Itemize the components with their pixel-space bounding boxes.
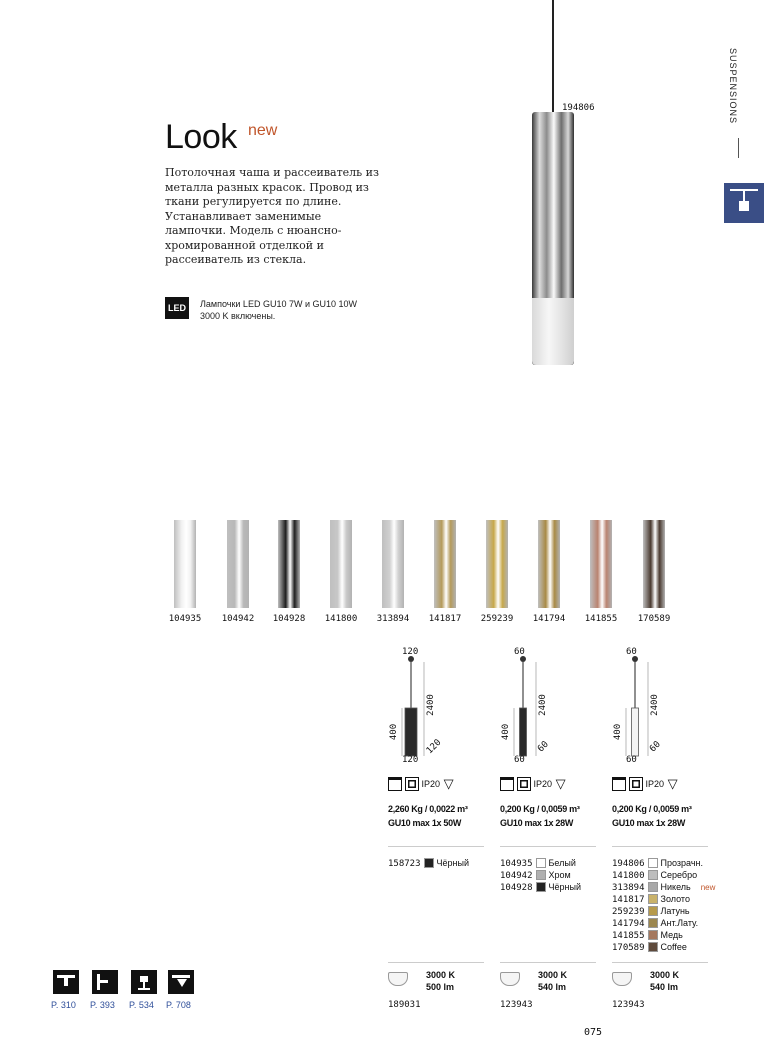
divider bbox=[500, 962, 596, 963]
color-temperature: 3000 K bbox=[426, 970, 456, 980]
dim-depth: 60 bbox=[648, 739, 663, 755]
variant-row[interactable] bbox=[388, 857, 469, 869]
variant-name: Серебро bbox=[660, 870, 698, 880]
variant-name: Прозрачн. bbox=[660, 858, 703, 868]
variant-row[interactable] bbox=[612, 857, 703, 869]
finish-swatch[interactable] bbox=[382, 520, 404, 608]
divider bbox=[612, 962, 708, 963]
color-temperature: 3000 K bbox=[650, 970, 680, 980]
finish-swatch[interactable] bbox=[227, 520, 249, 608]
variant-name: Чёрный bbox=[548, 882, 581, 892]
ip-rating: IP20 bbox=[533, 779, 553, 789]
dim-depth: 120 bbox=[424, 737, 444, 757]
spec-icons bbox=[500, 776, 566, 792]
glass-diffuser bbox=[532, 298, 574, 365]
finish-code: 104942 bbox=[221, 614, 255, 624]
divider bbox=[738, 138, 739, 158]
variant-swatch bbox=[648, 870, 658, 880]
ip-rating: IP20 bbox=[645, 779, 665, 789]
variant-name: Золото bbox=[660, 894, 690, 904]
variant-name: Белый bbox=[548, 858, 576, 868]
ceiling-icon[interactable] bbox=[53, 970, 79, 994]
dim-bottom: 60 bbox=[626, 755, 637, 765]
finish-code: 104928 bbox=[272, 614, 306, 624]
finish-swatch[interactable] bbox=[590, 520, 612, 608]
dim-bottom: 120 bbox=[402, 755, 419, 765]
product-title: Look bbox=[165, 118, 237, 156]
variant-row[interactable] bbox=[612, 941, 687, 953]
page-number: 075 bbox=[584, 1027, 603, 1038]
finish-code: 259239 bbox=[480, 614, 514, 624]
weight-volume: 2,260 Kg / 0,0022 m³ bbox=[388, 804, 468, 814]
dim-top: 60 bbox=[514, 647, 525, 657]
finish-swatch[interactable] bbox=[434, 520, 456, 608]
table-icon[interactable] bbox=[131, 970, 157, 994]
weight-volume: 0,200 Kg / 0,0059 m³ bbox=[612, 804, 692, 814]
wall-icon[interactable] bbox=[92, 970, 118, 994]
luminous-flux: 540 lm bbox=[538, 982, 567, 992]
variant-row[interactable] bbox=[612, 917, 698, 929]
lamp-spec: GU10 max 1x 28W bbox=[612, 818, 686, 828]
category-tab[interactable] bbox=[724, 183, 764, 223]
color-temperature: 3000 K bbox=[538, 970, 568, 980]
variant-row[interactable] bbox=[500, 857, 576, 869]
variant-code: 141794 bbox=[612, 919, 645, 929]
variant-code: 158723 bbox=[388, 859, 421, 869]
finish-code: 170589 bbox=[637, 614, 671, 624]
product-description: Потолочная чаша и рассеиватель из металла разных красок. Провод из ткани регулируется по длине. Устанавливает заменимые лампочки. Модель с нюансно-хромированной отделкой и рассеиватель из стекла. bbox=[165, 166, 379, 266]
variant-name: Coffee bbox=[660, 942, 687, 952]
variant-code: 104942 bbox=[500, 871, 533, 881]
variant-swatch bbox=[536, 858, 546, 868]
finish-swatch[interactable] bbox=[486, 520, 508, 608]
page-reference-link[interactable]: P. 310 bbox=[51, 1000, 76, 1010]
dim-top: 120 bbox=[402, 647, 419, 657]
variant-row[interactable] bbox=[612, 893, 690, 905]
finish-code: 141817 bbox=[428, 614, 462, 624]
variant-row[interactable] bbox=[612, 905, 690, 917]
bulb-icon: ▽ bbox=[440, 776, 454, 791]
class-icon bbox=[405, 777, 419, 791]
variant-code: 141855 bbox=[612, 931, 645, 941]
pendant-icon bbox=[388, 777, 402, 791]
variant-swatch bbox=[648, 918, 658, 928]
luminous-flux: 500 lm bbox=[426, 982, 455, 992]
variant-name: Медь bbox=[660, 930, 683, 940]
variant-code: 170589 bbox=[612, 943, 645, 953]
variant-swatch bbox=[648, 906, 658, 916]
led-icon: LED bbox=[165, 297, 189, 319]
variant-swatch bbox=[536, 882, 546, 892]
dim-bottom: 60 bbox=[514, 755, 525, 765]
bulb-code: 123943 bbox=[500, 1000, 533, 1010]
variant-row[interactable] bbox=[612, 869, 697, 881]
variant-swatch bbox=[424, 858, 434, 868]
variant-swatch bbox=[648, 930, 658, 940]
variant-name: Никель bbox=[660, 882, 691, 892]
variant-code: 194806 bbox=[612, 859, 645, 869]
bulb-code: 189031 bbox=[388, 1000, 421, 1010]
lamp-spec: GU10 max 1x 50W bbox=[388, 818, 462, 828]
variant-name: Ант.Лату. bbox=[660, 918, 699, 928]
ip-rating: IP20 bbox=[421, 779, 441, 789]
pendant-cord bbox=[552, 0, 554, 112]
finish-swatch[interactable] bbox=[278, 520, 300, 608]
pendant-icon bbox=[612, 777, 626, 791]
variant-name: Чёрный bbox=[436, 858, 469, 868]
finish-code: 141855 bbox=[584, 614, 618, 624]
bulb-icon: ▽ bbox=[664, 776, 678, 791]
bulb-icon bbox=[388, 972, 408, 986]
page-reference-link[interactable]: P. 393 bbox=[90, 1000, 115, 1010]
spec-icons bbox=[612, 776, 678, 792]
spec-icons bbox=[388, 776, 454, 792]
finish-code: 104935 bbox=[168, 614, 202, 624]
finish-code: 313894 bbox=[376, 614, 410, 624]
weight-volume: 0,200 Kg / 0,0059 m³ bbox=[500, 804, 580, 814]
dim-cable: 2400 bbox=[649, 694, 660, 716]
dim-height: 400 bbox=[389, 723, 400, 741]
finish-code: 141794 bbox=[532, 614, 566, 624]
dim-depth: 60 bbox=[536, 739, 551, 755]
variant-swatch bbox=[648, 894, 658, 904]
finish-swatch[interactable] bbox=[330, 520, 352, 608]
divider bbox=[388, 962, 484, 963]
variant-code: 141800 bbox=[612, 871, 645, 881]
variant-code: 259239 bbox=[612, 907, 645, 917]
dim-top: 60 bbox=[626, 647, 637, 657]
pendant-icon bbox=[500, 777, 514, 791]
bulb-icon bbox=[612, 972, 632, 986]
finish-swatch[interactable] bbox=[538, 520, 560, 608]
led-note: Лампочки LED GU10 7W и GU10 10W 3000 K включены. bbox=[200, 299, 357, 321]
variant-code: 313894 bbox=[612, 883, 645, 893]
divider bbox=[500, 846, 596, 847]
variant-new-badge: new bbox=[700, 883, 716, 892]
luminous-flux: 540 lm bbox=[650, 982, 679, 992]
variant-row[interactable] bbox=[612, 881, 715, 893]
variant-row[interactable] bbox=[500, 869, 571, 881]
variant-code: 104935 bbox=[500, 859, 533, 869]
dim-cable: 2400 bbox=[425, 694, 436, 716]
finish-swatch[interactable] bbox=[174, 520, 196, 608]
finish-swatch[interactable] bbox=[643, 520, 665, 608]
variant-row[interactable] bbox=[612, 929, 683, 941]
variant-row[interactable] bbox=[500, 881, 581, 893]
pendant-icon bbox=[724, 183, 764, 223]
variant-swatch bbox=[648, 942, 658, 952]
bulb-icon bbox=[500, 972, 520, 986]
dim-height: 400 bbox=[501, 723, 512, 741]
bulb-icon: ▽ bbox=[552, 776, 566, 791]
dim-cable: 2400 bbox=[537, 694, 548, 716]
variant-name: Хром bbox=[548, 870, 571, 880]
new-badge: new bbox=[248, 122, 278, 139]
variant-name: Латунь bbox=[660, 906, 690, 916]
class-icon bbox=[629, 777, 643, 791]
spot-icon[interactable] bbox=[168, 970, 194, 994]
variant-code: 141817 bbox=[612, 895, 645, 905]
class-icon bbox=[517, 777, 531, 791]
page-reference-link[interactable]: P. 708 bbox=[166, 1000, 191, 1010]
dim-height: 400 bbox=[613, 723, 624, 741]
image-code: 194806 bbox=[562, 103, 595, 113]
divider bbox=[388, 846, 484, 847]
bulb-code: 123943 bbox=[612, 1000, 645, 1010]
variant-swatch bbox=[648, 882, 658, 892]
variant-swatch bbox=[536, 870, 546, 880]
section-label: SUSPENSIONS bbox=[728, 48, 738, 125]
lamp-spec: GU10 max 1x 28W bbox=[500, 818, 574, 828]
variant-swatch bbox=[648, 858, 658, 868]
variant-code: 104928 bbox=[500, 883, 533, 893]
divider bbox=[612, 846, 708, 847]
finish-code: 141800 bbox=[324, 614, 358, 624]
page-reference-link[interactable]: P. 534 bbox=[129, 1000, 154, 1010]
